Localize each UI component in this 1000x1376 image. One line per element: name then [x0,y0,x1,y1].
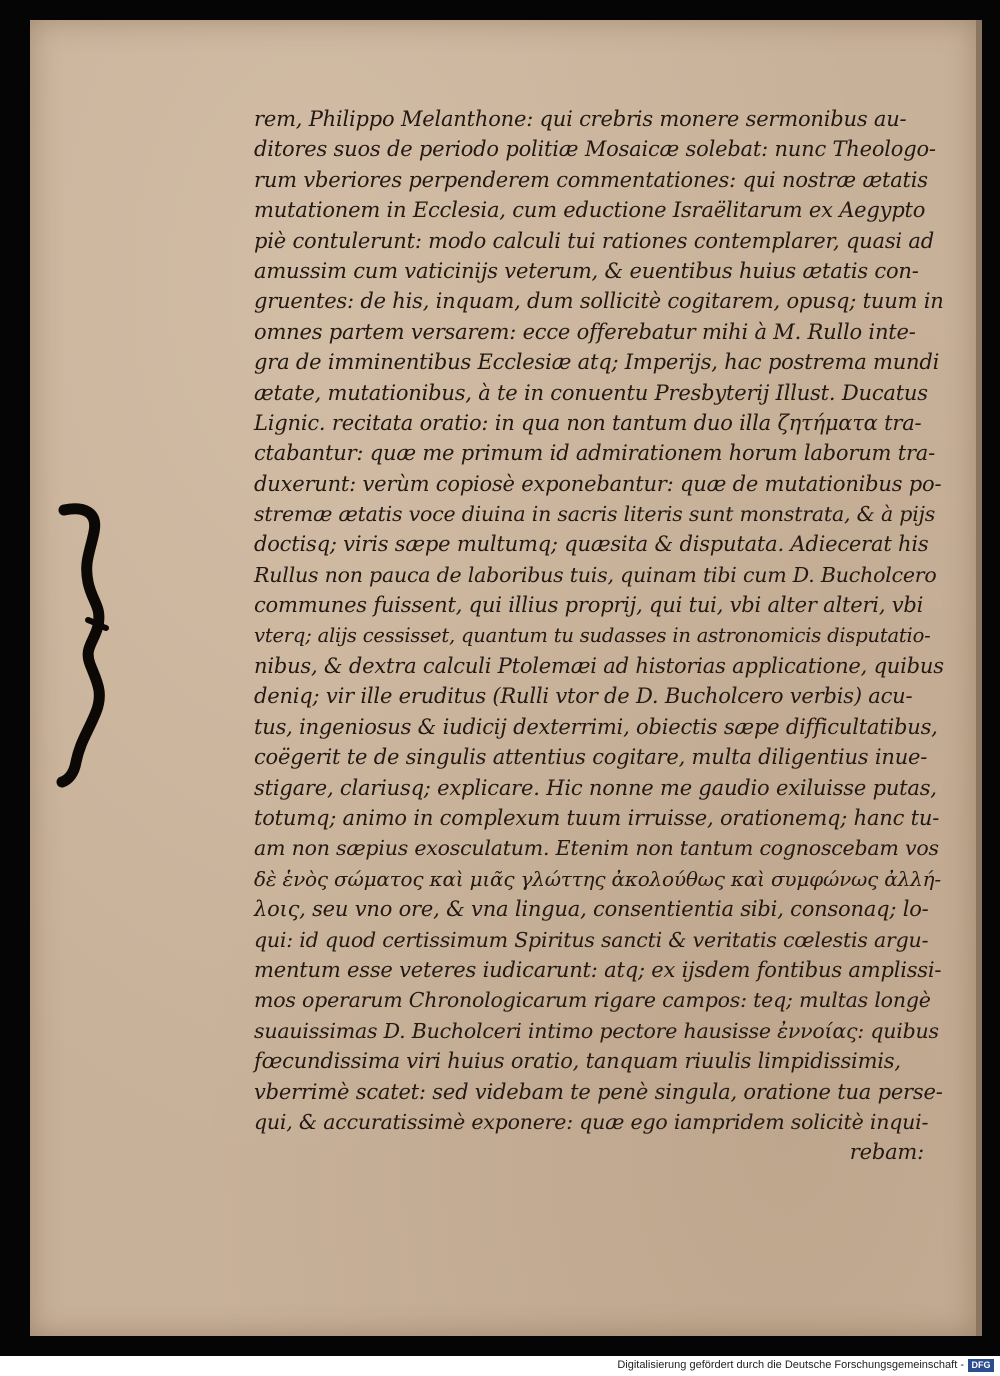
text-line: Lignic. recitata oratio: in qua non tantum duo illa ζητήματα tra- [254,410,922,435]
text-line: Rullus non pauca de laboribus tuis, quinam tibi cum D. Bucholcero [254,562,937,587]
text-line: totumq; animo in complexum tuum irruisse, orationemq; hanc tu- [254,805,940,830]
text-line: gra de imminentibus Ecclesiæ atq; Imperijs, hac postrema mundi [254,350,940,375]
page-edge [976,20,982,1336]
text-line: nibus, & dextra calculi Ptolemæi ad historias applicatione, quibus [254,654,944,679]
text-line: stigare, clariusq; explicare. Hic nonne me gaudio exiluisse putas, [254,775,937,800]
dfg-logo[interactable]: DFG [968,1359,994,1372]
text-line: deniq; vir ille eruditus (Rulli vtor de D. Bucholcero verbis) acu- [254,684,913,709]
text-line: ctabantur: quæ me primum id admirationem horum laborum tra- [254,441,935,466]
body-text [254,104,944,1168]
catchword: rebam: [849,1140,924,1165]
text-line: rum vberiores perpenderem commentationes: qui nostræ ætatis [254,167,928,192]
text-line: amussim cum vaticinijs veterum, & euentibus huius ætatis con- [254,258,919,283]
text-line: omnes partem versarem: ecce offerebatur mihi à M. Rullo inte- [254,319,916,344]
text-line: mentum esse veteres iudicarunt: atq; ex ijsdem fontibus amplissi- [254,957,942,982]
text-line: suauissimas D. Bucholceri intimo pectore hausisse ἐννοίας: quibus [254,1018,939,1043]
text-line: piè contulerunt: modo calculi tui rationes contemplarer, quasi ad [254,228,934,253]
text-line: ditores suos de periodo politiæ Mosaicæ solebat: nunc Theologo- [254,137,936,162]
text-line: fœcundissima viri huius oratio, tanquam riuulis limpidissimis, [254,1049,901,1074]
text-line: qui, & accuratissimè exponere: quæ ego iampridem solicitè inqui- [254,1109,929,1134]
text-line: doctisq; viris sæpe multumq; quæsita & disputata. Adiecerat his [254,532,929,557]
text-line: vberrimè scatet: sed videbam te penè singula, oratione tua perse- [254,1079,943,1104]
text-line: tus, ingeniosus & iudicij dexterrimi, obiectis sæpe difficultatibus, [254,714,938,739]
text-line: vterq; alijs cessisset, quantum tu sudasses in astronomicis disputatio- [254,623,931,647]
text-line: stremæ ætatis voce diuina in sacris literis sunt monstrata, & à pijs [254,502,936,527]
text-line: rem, Philippo Melanthone: qui crebris monere sermonibus au- [254,107,907,131]
text-line: mutationem in Ecclesia, cum eductione Israëlitarum ex Aegypto [254,198,926,223]
text-line: λοις, seu vno ore, & vna lingua, consentientia sibi, consonaq; lo- [254,897,929,922]
text-line: communes fuissent, qui illius proprij, qui tui, vbi alter alteri, vbi [254,593,924,618]
ink-bracket-mark [54,502,124,792]
funding-notice: Digitalisierung gefördert durch die Deutsche Forschungsgemeinschaft - [617,1359,964,1371]
text-line: coëgerit te de singulis attentius cogitare, multa diligentius inue- [254,745,928,770]
text-line: ætate, mutationibus, à te in conuentu Presbyterij Illust. Ducatus [254,380,928,405]
text-line: am non sæpius exosculatum. Etenim non tantum cognoscebam vos [254,836,939,861]
text-line: gruentes: de his, inquam, dum sollicitè cogitarem, opusq; tuum in [254,289,944,314]
text-line: duxerunt: verùm copiosè exponebantur: quæ de mutationibus po- [254,471,942,496]
text-line: qui: id quod certissimum Spiritus sancti & veritatis cœlestis argu- [254,927,929,952]
text-line: δὲ ἑνὸς σώματος καὶ μιᾶς γλώττης ἀκολούθως καὶ συμφώνως ἀλλή- [254,866,941,891]
footer-bar [0,1356,1000,1376]
text-line: mos operarum Chronologicarum rigare campos: teq; multas longè [254,988,931,1013]
